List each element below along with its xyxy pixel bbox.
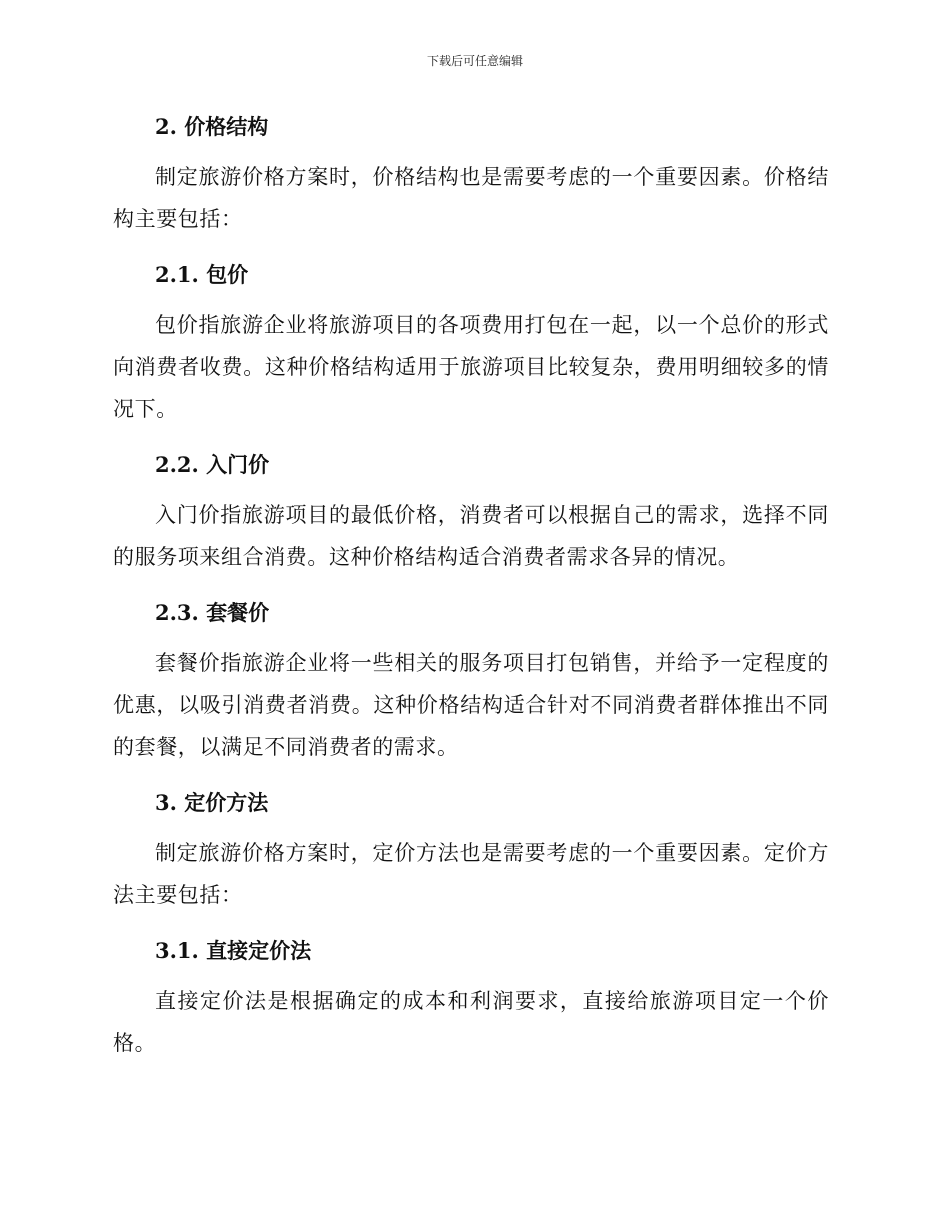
subsection-heading-entry-price: 2.2. 入门价	[155, 452, 270, 477]
section-heading-pricing-method: 3. 定价方法	[155, 790, 269, 815]
paragraph-direct-pricing: 直接定价法是根据确定的成本和利润要求，直接给旅游项目定一个价格。	[113, 989, 829, 1055]
subsection-heading-package-price: 2.1. 包价	[155, 262, 249, 287]
paragraph-pricing-method-intro: 制定旅游价格方案时，定价方法也是需要考虑的一个重要因素。定价方法主要包括：	[113, 841, 829, 907]
subsection-heading-direct-pricing: 3.1. 直接定价法	[155, 938, 312, 963]
paragraph-price-structure-intro: 制定旅游价格方案时，价格结构也是需要考虑的一个重要因素。价格结构主要包括：	[113, 165, 829, 231]
paragraph-package-price: 包价指旅游企业将旅游项目的各项费用打包在一起，以一个总价的形式向消费者收费。这种价格结构适用于旅游项目比较复杂，费用明细较多的情况下。	[113, 313, 829, 421]
paragraph-entry-price: 入门价指旅游项目的最低价格，消费者可以根据自己的需求，选择不同的服务项来组合消费。这种价格结构适合消费者需求各异的情况。	[113, 503, 829, 569]
section-heading-price-structure: 2. 价格结构	[155, 114, 269, 139]
page-header: 下载后可任意编辑	[426, 54, 523, 68]
subsection-heading-set-meal-price: 2.3. 套餐价	[155, 600, 270, 625]
paragraph-set-meal-price: 套餐价指旅游企业将一些相关的服务项目打包销售，并给予一定程度的优惠，以吸引消费者消费。这种价格结构适合针对不同消费者群体推出不同的套餐，以满足不同消费者的需求。	[113, 651, 829, 759]
document-body	[113, 106, 829, 1078]
